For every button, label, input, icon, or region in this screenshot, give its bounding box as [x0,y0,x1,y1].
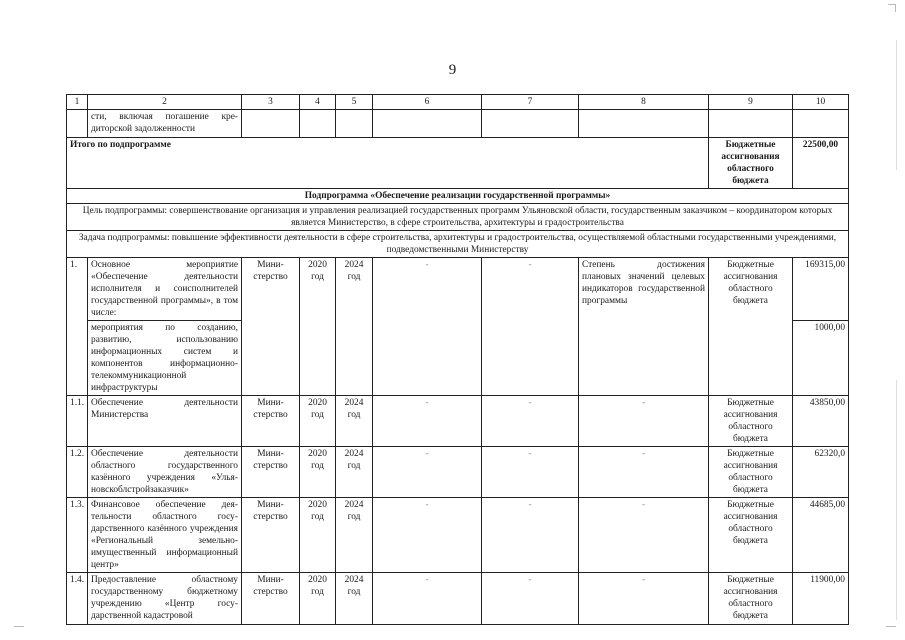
column-8-value: - [579,447,709,498]
activity-name: Финансовое обеспечение деятельности областного государственного казённого учреждения «Региональный земельно-имущественный информационный центр» [88,498,242,573]
column-8-value: - [579,396,709,447]
column-6-value: - [373,447,482,498]
funding-amount: 44685,00 [793,498,849,573]
column-7-value: - [482,447,579,498]
scan-edge-mark [895,4,896,12]
activity-subname: мероприятия по созданию, развитию, использованию информационных систем и компонентов информационно-телекоммуникационной инфраструктуры [88,321,242,396]
activity-name: Основное мероприятие «Обеспечение деятельности исполнителя и соисполнителей государственной программы», в том числе: [88,258,242,321]
column-number: 7 [482,95,579,110]
funding-amount: 169315,00 [793,258,849,321]
funding-source: Бюджетные ассигнования областного бюджета [709,573,793,625]
scan-edge-mark [896,380,897,620]
page-number: 9 [448,62,457,78]
column-number: 1 [67,95,88,110]
end-year: 2024 год [336,498,373,573]
column-6-value: - [373,573,482,625]
funding-amount: 62320,0 [793,447,849,498]
scan-edge-mark [896,40,897,170]
table-row [67,447,849,498]
end-year: 2024 год [336,447,373,498]
end-year: 2024 год [336,396,373,447]
program-activities-table [66,94,849,625]
column-number: 10 [793,95,849,110]
column-8-value: - [579,498,709,573]
continuation-row [67,110,849,138]
start-year: 2020 год [300,573,336,625]
funding-source: Бюджетные ассигнования областного бюджета [709,498,793,573]
activity-name: Обеспечение деятельности областного государственного казённого учреждения «Ульяновскоблстройзаказчик» [88,447,242,498]
executor: Министерство [242,396,300,447]
column-7-value: - [482,498,579,573]
start-year: 2020 год [300,396,336,447]
funding-source: Бюджетные ассигнования областного бюджета [709,447,793,498]
start-year: 2020 год [300,258,336,396]
subprogram-task: Задача подпрограммы: повышение эффективности деятельности в сфере строительства, архитектуры и градостроительства, осуществляемой областными государственными учреждениями, подведомственными Министерству [67,231,849,258]
continuation-text: сти, включая погашение кредиторской задолженности [88,110,242,138]
task-row [67,231,849,258]
subprogram-title: Подпрограмма «Обеспечение реализации государственной программы» [67,189,849,204]
column-number: 5 [336,95,373,110]
subtotal-amount: 22500,00 [793,138,849,189]
column-numbers-row [67,95,849,110]
column-number: 2 [88,95,242,110]
funding-source: Бюджетные ассигнования областного бюджета [709,258,793,396]
activity-name: Предоставление областному государственному бюджетному учреждению «Центр государственной кадастровой [88,573,242,625]
scan-edge-mark [886,626,896,627]
row-number: 1.2. [67,447,88,498]
funding-amount: 11900,00 [793,573,849,625]
scan-edge-mark [14,626,24,627]
row-number: 1.1. [67,396,88,447]
column-7-value: - [482,573,579,625]
funding-amount: 43850,00 [793,396,849,447]
column-number: 9 [709,95,793,110]
subtotal-row [67,138,849,189]
column-number: 8 [579,95,709,110]
activity-name: Обеспечение деятельности Министерства [88,396,242,447]
column-6-value: - [373,258,482,396]
table-row [67,498,849,573]
subprogram-title-row [67,189,849,204]
end-year: 2024 год [336,573,373,625]
column-number: 6 [373,95,482,110]
column-8-value: - [579,573,709,625]
column-6-value: - [373,498,482,573]
column-number: 3 [242,95,300,110]
column-6-value: - [373,396,482,447]
table-row [67,573,849,625]
start-year: 2020 год [300,447,336,498]
subprogram-goal: Цель подпрограммы: совершенствование организация и управления реализацией государственных программ Ульяновской области, государственным заказчиком – координатором которых является Министерство, в сфере строительства, архитектуры и градостроительства [67,204,849,231]
subtotal-source: Бюджетные ассигнования областного бюджета [709,138,793,189]
executor: Министерство [242,498,300,573]
main-activity-row [67,258,849,321]
start-year: 2020 год [300,498,336,573]
column-7-value: - [482,258,579,396]
goal-row [67,204,849,231]
target-indicator: Степень достижения плановых значений целевых индикаторов государственной программы [579,258,709,396]
executor: Министерство [242,258,300,396]
column-number: 4 [300,95,336,110]
subtotal-label: Итого по подпрограмме [67,138,709,189]
end-year: 2024 год [336,258,373,396]
executor: Министерство [242,573,300,625]
row-number: 1.4. [67,573,88,625]
column-7-value: - [482,396,579,447]
funding-source: Бюджетные ассигнования областного бюджета [709,396,793,447]
table-row [67,396,849,447]
row-number: 1. [67,258,88,396]
executor: Министерство [242,447,300,498]
funding-amount-sub: 1000,00 [793,321,849,396]
row-number: 1.3. [67,498,88,573]
